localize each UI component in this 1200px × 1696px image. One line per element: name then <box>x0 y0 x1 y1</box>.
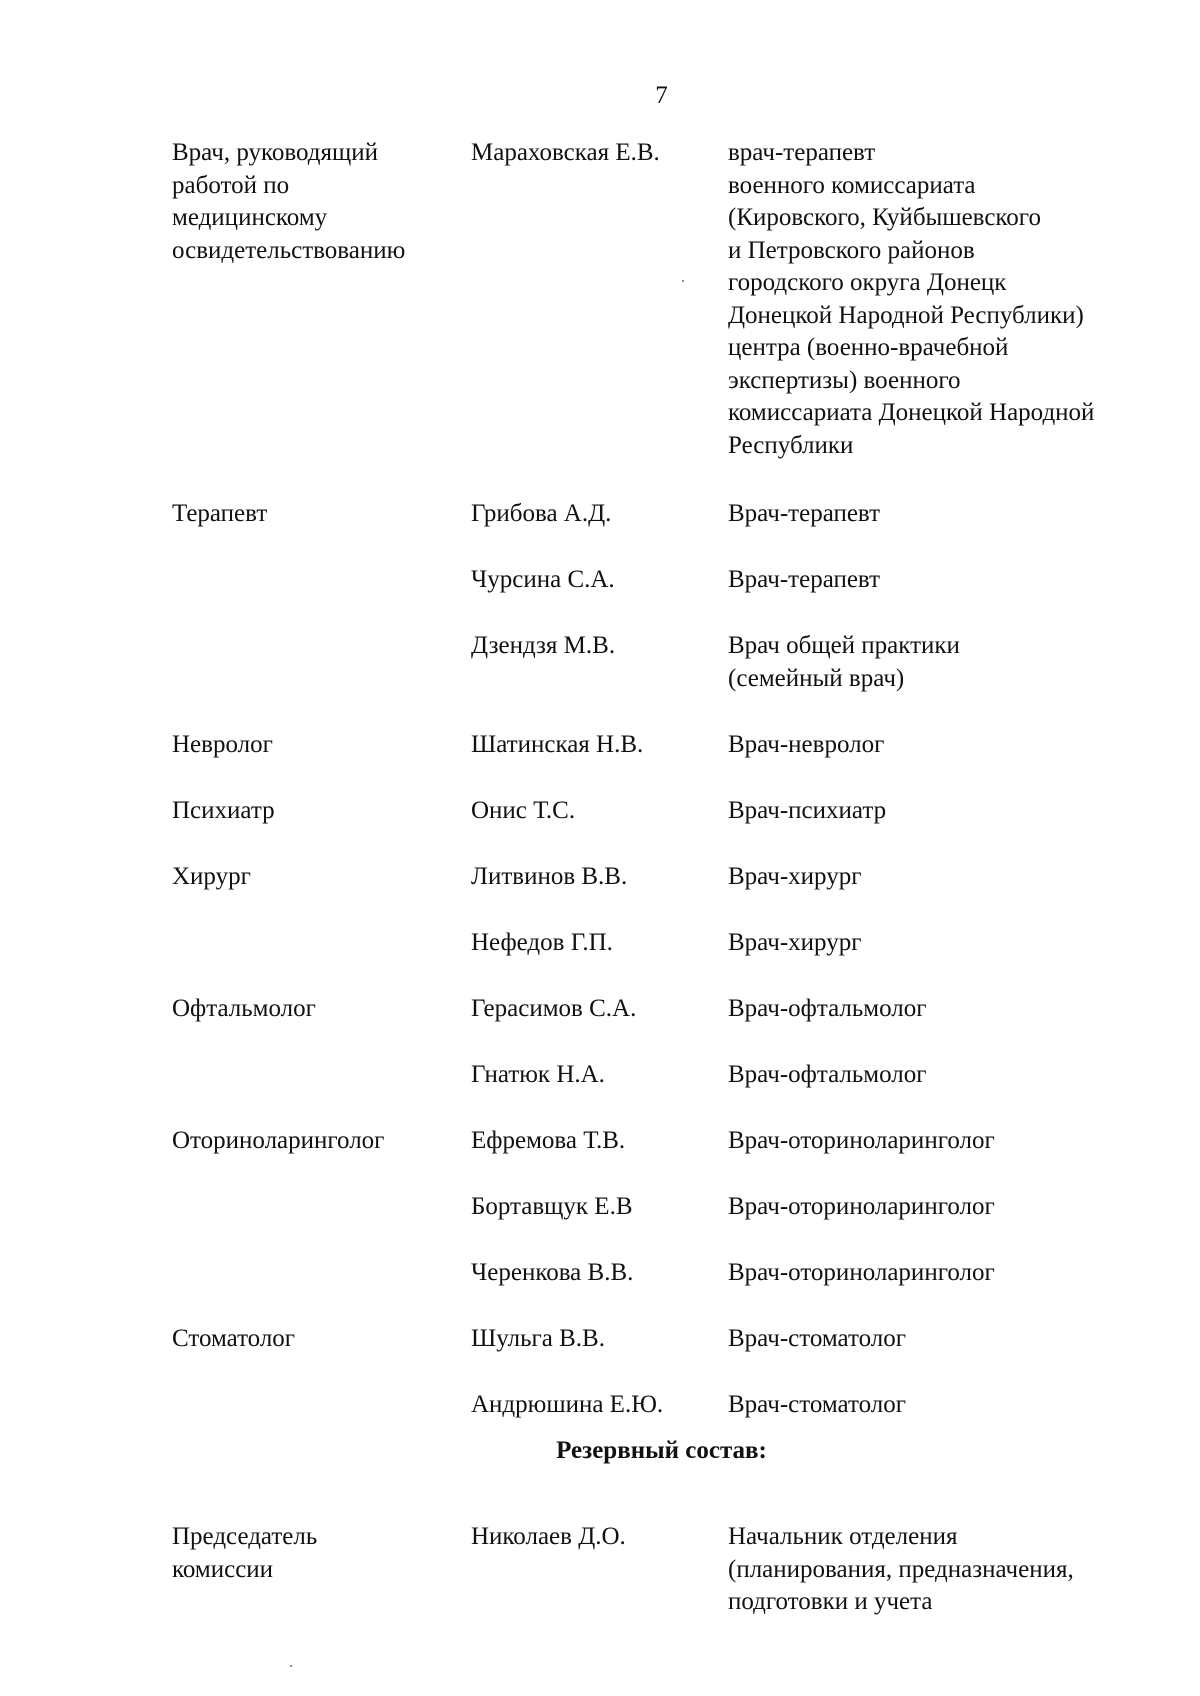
member-position: Врач-хирург <box>728 929 862 956</box>
member-role: Врач, руководящий работой по медицинскому освидетельствованию <box>172 139 406 264</box>
scan-speck <box>682 280 684 282</box>
member-role: Невролог <box>172 731 273 758</box>
member-name: Ефремова Т.В. <box>471 1127 626 1154</box>
page-number: 7 <box>655 82 668 109</box>
member-position: Врач общей практики (семейный врач) <box>728 632 960 692</box>
scan-speck <box>290 1665 292 1667</box>
member-name: Онис Т.С. <box>471 797 576 824</box>
member-position: Врач-стоматолог <box>728 1391 906 1418</box>
member-role: Стоматолог <box>172 1325 296 1352</box>
member-position: Врач-хирург <box>728 863 862 890</box>
member-role: Хирург <box>172 863 251 890</box>
reserve-section-title: Резервный состав: <box>556 1437 767 1464</box>
member-role: Офтальмолог <box>172 995 316 1022</box>
member-name: Андрюшина Е.Ю. <box>471 1391 664 1418</box>
member-position: Начальник отделения (планирования, предназначения, подготовки и учета <box>728 1523 1074 1615</box>
member-name: Черенкова В.В. <box>471 1259 634 1286</box>
member-position: Врач-оториноларинголог <box>728 1193 995 1220</box>
member-name: Чурсина С.А. <box>471 566 615 593</box>
member-role: Терапевт <box>172 500 268 527</box>
member-position: Врач-терапевт <box>728 500 881 527</box>
member-position: Врач-терапевт <box>728 566 881 593</box>
member-name: Шульга В.В. <box>471 1325 605 1352</box>
member-role: Психиатр <box>172 797 275 824</box>
member-name: Дзендзя М.В. <box>471 632 616 659</box>
member-position: Врач-оториноларинголог <box>728 1259 995 1286</box>
member-position: Врач-стоматолог <box>728 1325 906 1352</box>
member-name: Бортавщук Е.В <box>471 1193 633 1220</box>
member-name: Литвинов В.В. <box>471 863 628 890</box>
member-position: Врач-психиатр <box>728 797 887 824</box>
member-name: Грибова А.Д. <box>471 500 612 527</box>
member-name: Николаев Д.О. <box>471 1523 626 1550</box>
member-role: Председатель комиссии <box>172 1523 318 1583</box>
member-position: Врач-офтальмолог <box>728 995 927 1022</box>
member-name: Мараховская Е.В. <box>471 139 660 166</box>
member-position: Врач-невролог <box>728 731 885 758</box>
member-position: врач-терапевт военного комиссариата (Кировского, Куйбышевского и Петровского районов городского округа Донецк Донецкой Народной Республики) центра (военно-врачебной экспертизы) военного комиссариата Донецкой Народной Республики <box>728 139 1095 459</box>
member-role: Оториноларинголог <box>172 1127 385 1154</box>
member-name: Гнатюк Н.А. <box>471 1061 605 1088</box>
member-position: Врач-оториноларинголог <box>728 1127 995 1154</box>
member-name: Шатинская Н.В. <box>471 731 644 758</box>
member-name: Герасимов С.А. <box>471 995 637 1022</box>
member-name: Нефедов Г.П. <box>471 929 613 956</box>
member-position: Врач-офтальмолог <box>728 1061 927 1088</box>
